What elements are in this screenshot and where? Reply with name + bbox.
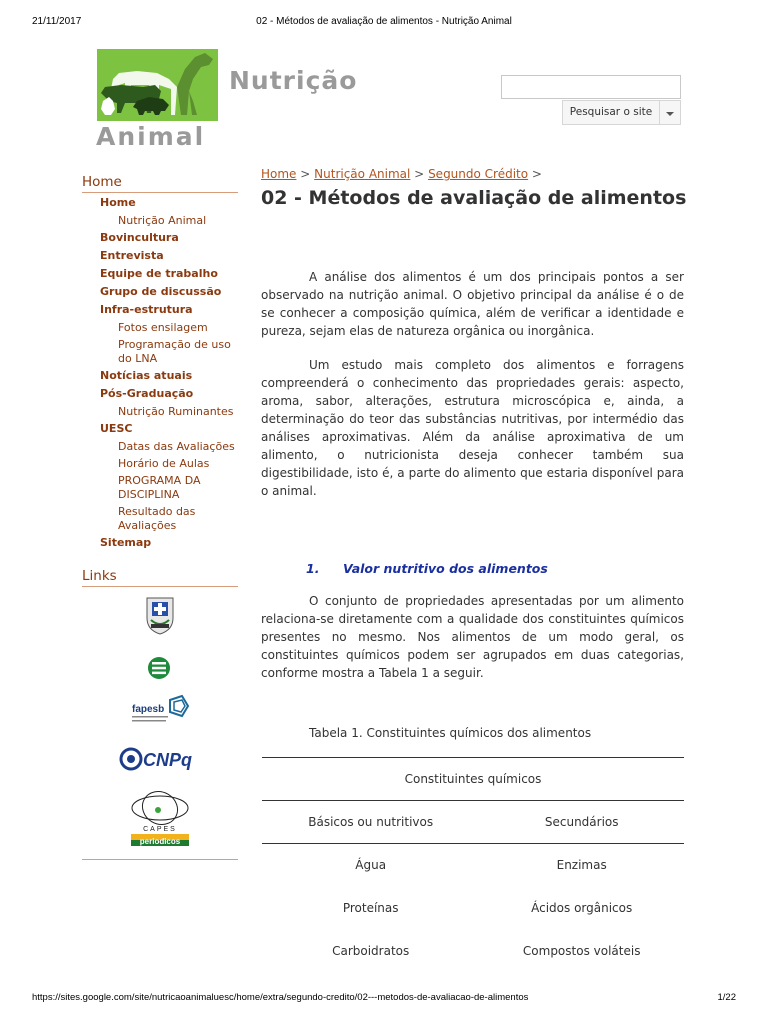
breadcrumb-separator: >	[531, 167, 542, 181]
sidebar-heading-home: Home	[82, 172, 238, 193]
page-title: 02 - Métodos de avaliação de alimentos	[261, 187, 687, 209]
sidebar-item-equipe-de-trabalho[interactable]: Equipe de trabalho	[100, 267, 218, 280]
sidebar-item-horario-de-aulas[interactable]: Horário de Aulas	[118, 457, 210, 470]
green-institution-icon[interactable]	[147, 656, 171, 680]
cnpq-logo-icon[interactable]	[119, 746, 203, 772]
section-title: Valor nutritivo dos alimentos	[343, 561, 548, 576]
table-row	[262, 844, 684, 887]
table-cell: Água	[355, 858, 387, 873]
breadcrumb-separator: >	[300, 167, 311, 181]
table-caption: Tabela 1. Constituintes químicos dos alimentos	[309, 726, 592, 740]
capes-periodicos-logo-icon[interactable]	[125, 790, 195, 850]
table-cell: Enzimas	[556, 858, 607, 873]
section-heading	[306, 561, 548, 576]
article-body	[261, 268, 684, 500]
table-cell: Ácidos orgânicos	[531, 901, 633, 915]
sidebar-nav	[82, 196, 238, 550]
sidebar	[82, 172, 238, 860]
sidebar-item-grupo-de-discussao[interactable]: Grupo de discussão	[100, 285, 222, 298]
paragraph-intro: A análise dos alimentos é um dos principais pontos a ser observado na nutrição animal. O objetivo principal da análise é o de se conhecer a composição química, além de verificar a identidade e pureza, sejam elas de natureza orgânica ou inorgânica.	[261, 270, 684, 338]
sidebar-item-entrevista[interactable]: Entrevista	[100, 249, 164, 262]
sidebar-item-uesc[interactable]: UESC	[100, 422, 133, 435]
table-column-header: Básicos ou nutritivos	[262, 801, 479, 844]
breadcrumb-segundo-credito[interactable]: Segundo Crédito	[428, 167, 529, 181]
breadcrumb	[261, 167, 542, 181]
sidebar-item-programacao-de-uso-do-lna[interactable]: Programação de uso do LNA	[118, 338, 231, 365]
table-header-cell: Constituintes químicos	[262, 758, 684, 801]
table-cell: Proteínas	[342, 901, 399, 915]
table-cell: Compostos voláteis	[522, 944, 641, 958]
site-logo[interactable]	[97, 49, 218, 121]
site-name-line1[interactable]: Nutrição	[229, 66, 358, 95]
search-button[interactable]: Pesquisar o site	[562, 100, 660, 125]
sidebar-heading-links: Links	[82, 566, 238, 587]
capes-logo-text: CAPES	[143, 826, 177, 833]
cnpq-logo-text: CNPq	[143, 750, 192, 770]
table-cell: Carboidratos	[332, 944, 410, 958]
table-row	[262, 930, 684, 973]
sidebar-item-sitemap[interactable]: Sitemap	[100, 536, 152, 549]
breadcrumb-home[interactable]: Home	[261, 167, 297, 181]
sidebar-item-fotos-ensilagem[interactable]: Fotos ensilagem	[118, 321, 208, 334]
table-row	[262, 887, 684, 930]
print-page-number: 1/22	[717, 992, 736, 1003]
sidebar-item-nutricao-ruminantes[interactable]: Nutrição Ruminantes	[118, 405, 234, 418]
sidebar-item-resultado-das-avaliacoes[interactable]: Resultado das Avaliações	[118, 505, 196, 532]
uesc-crest-icon[interactable]	[143, 594, 177, 636]
breadcrumb-nutricao-animal[interactable]: Nutrição Animal	[314, 167, 411, 181]
breadcrumb-separator: >	[414, 167, 425, 181]
paragraph-nutritive-value: O conjunto de propriedades apresentadas por um alimento relaciona-se diretamente com a qualidade dos constituintes químicos presentes no mesmo. Nos alimentos de um modo geral, os constituintes químicos podem ser agrupados em duas categorias, conforme mostra a Tabela 1 a seguir.	[261, 594, 684, 680]
periodicos-logo-text: periodicos	[139, 837, 181, 846]
sidebar-item-noticias-atuais[interactable]: Notícias atuais	[100, 369, 193, 382]
constituents-table	[262, 757, 684, 973]
print-header	[32, 16, 736, 30]
print-url: https://sites.google.com/site/nutricaoanimaluesc/home/extra/segundo-credito/02---metodos-de-avaliacao-de-alimentos	[32, 992, 529, 1003]
print-title: 02 - Métodos de avaliação de alimentos - Nutrição Animal	[256, 16, 512, 27]
sidebar-item-datas-das-avaliacoes[interactable]: Datas das Avaliações	[118, 440, 235, 453]
sidebar-item-pos-graduacao[interactable]: Pós-Graduação	[100, 387, 194, 400]
table-column-row	[262, 801, 684, 844]
search-dropdown-chevron-down-icon[interactable]	[660, 100, 681, 125]
partner-links	[82, 590, 238, 860]
section-number: 1.	[306, 561, 320, 576]
fapesb-logo-icon[interactable]	[130, 694, 190, 728]
sidebar-item-programa-da-disciplina[interactable]: PROGRAMA DA DISCIPLINA	[118, 474, 201, 501]
farm-animals-logo-icon	[97, 49, 218, 121]
table-header-row	[262, 758, 684, 801]
print-date: 21/11/2017	[32, 16, 82, 27]
site-name-line2[interactable]: Animal	[96, 122, 206, 151]
sidebar-item-nutricao-animal[interactable]: Nutrição Animal	[118, 214, 207, 227]
fapesb-logo-text: fapesb	[132, 704, 165, 715]
table-column-header: Secundários	[479, 801, 684, 844]
sidebar-item-home[interactable]: Home	[100, 196, 136, 209]
sidebar-item-infra-estrutura[interactable]: Infra-estrutura	[100, 303, 193, 316]
sidebar-item-bovincultura[interactable]: Bovincultura	[100, 231, 179, 244]
search-input[interactable]	[501, 75, 681, 99]
paragraph-study: Um estudo mais completo dos alimentos e forragens compreenderá o conhecimento das propriedades gerais: aspecto, aroma, sabor, alterações, estrutura microscópica e, ainda, a determinação do teor das substâncias nutritivas, por intermédio das análises aproximativas. Além da análise aproximativa de um alimento, o nutricionista deseja conhecer também sua digestibilidade, isto é, a parte do alimento que estaria disponível para o animal.	[261, 358, 684, 498]
print-footer	[32, 992, 736, 1006]
